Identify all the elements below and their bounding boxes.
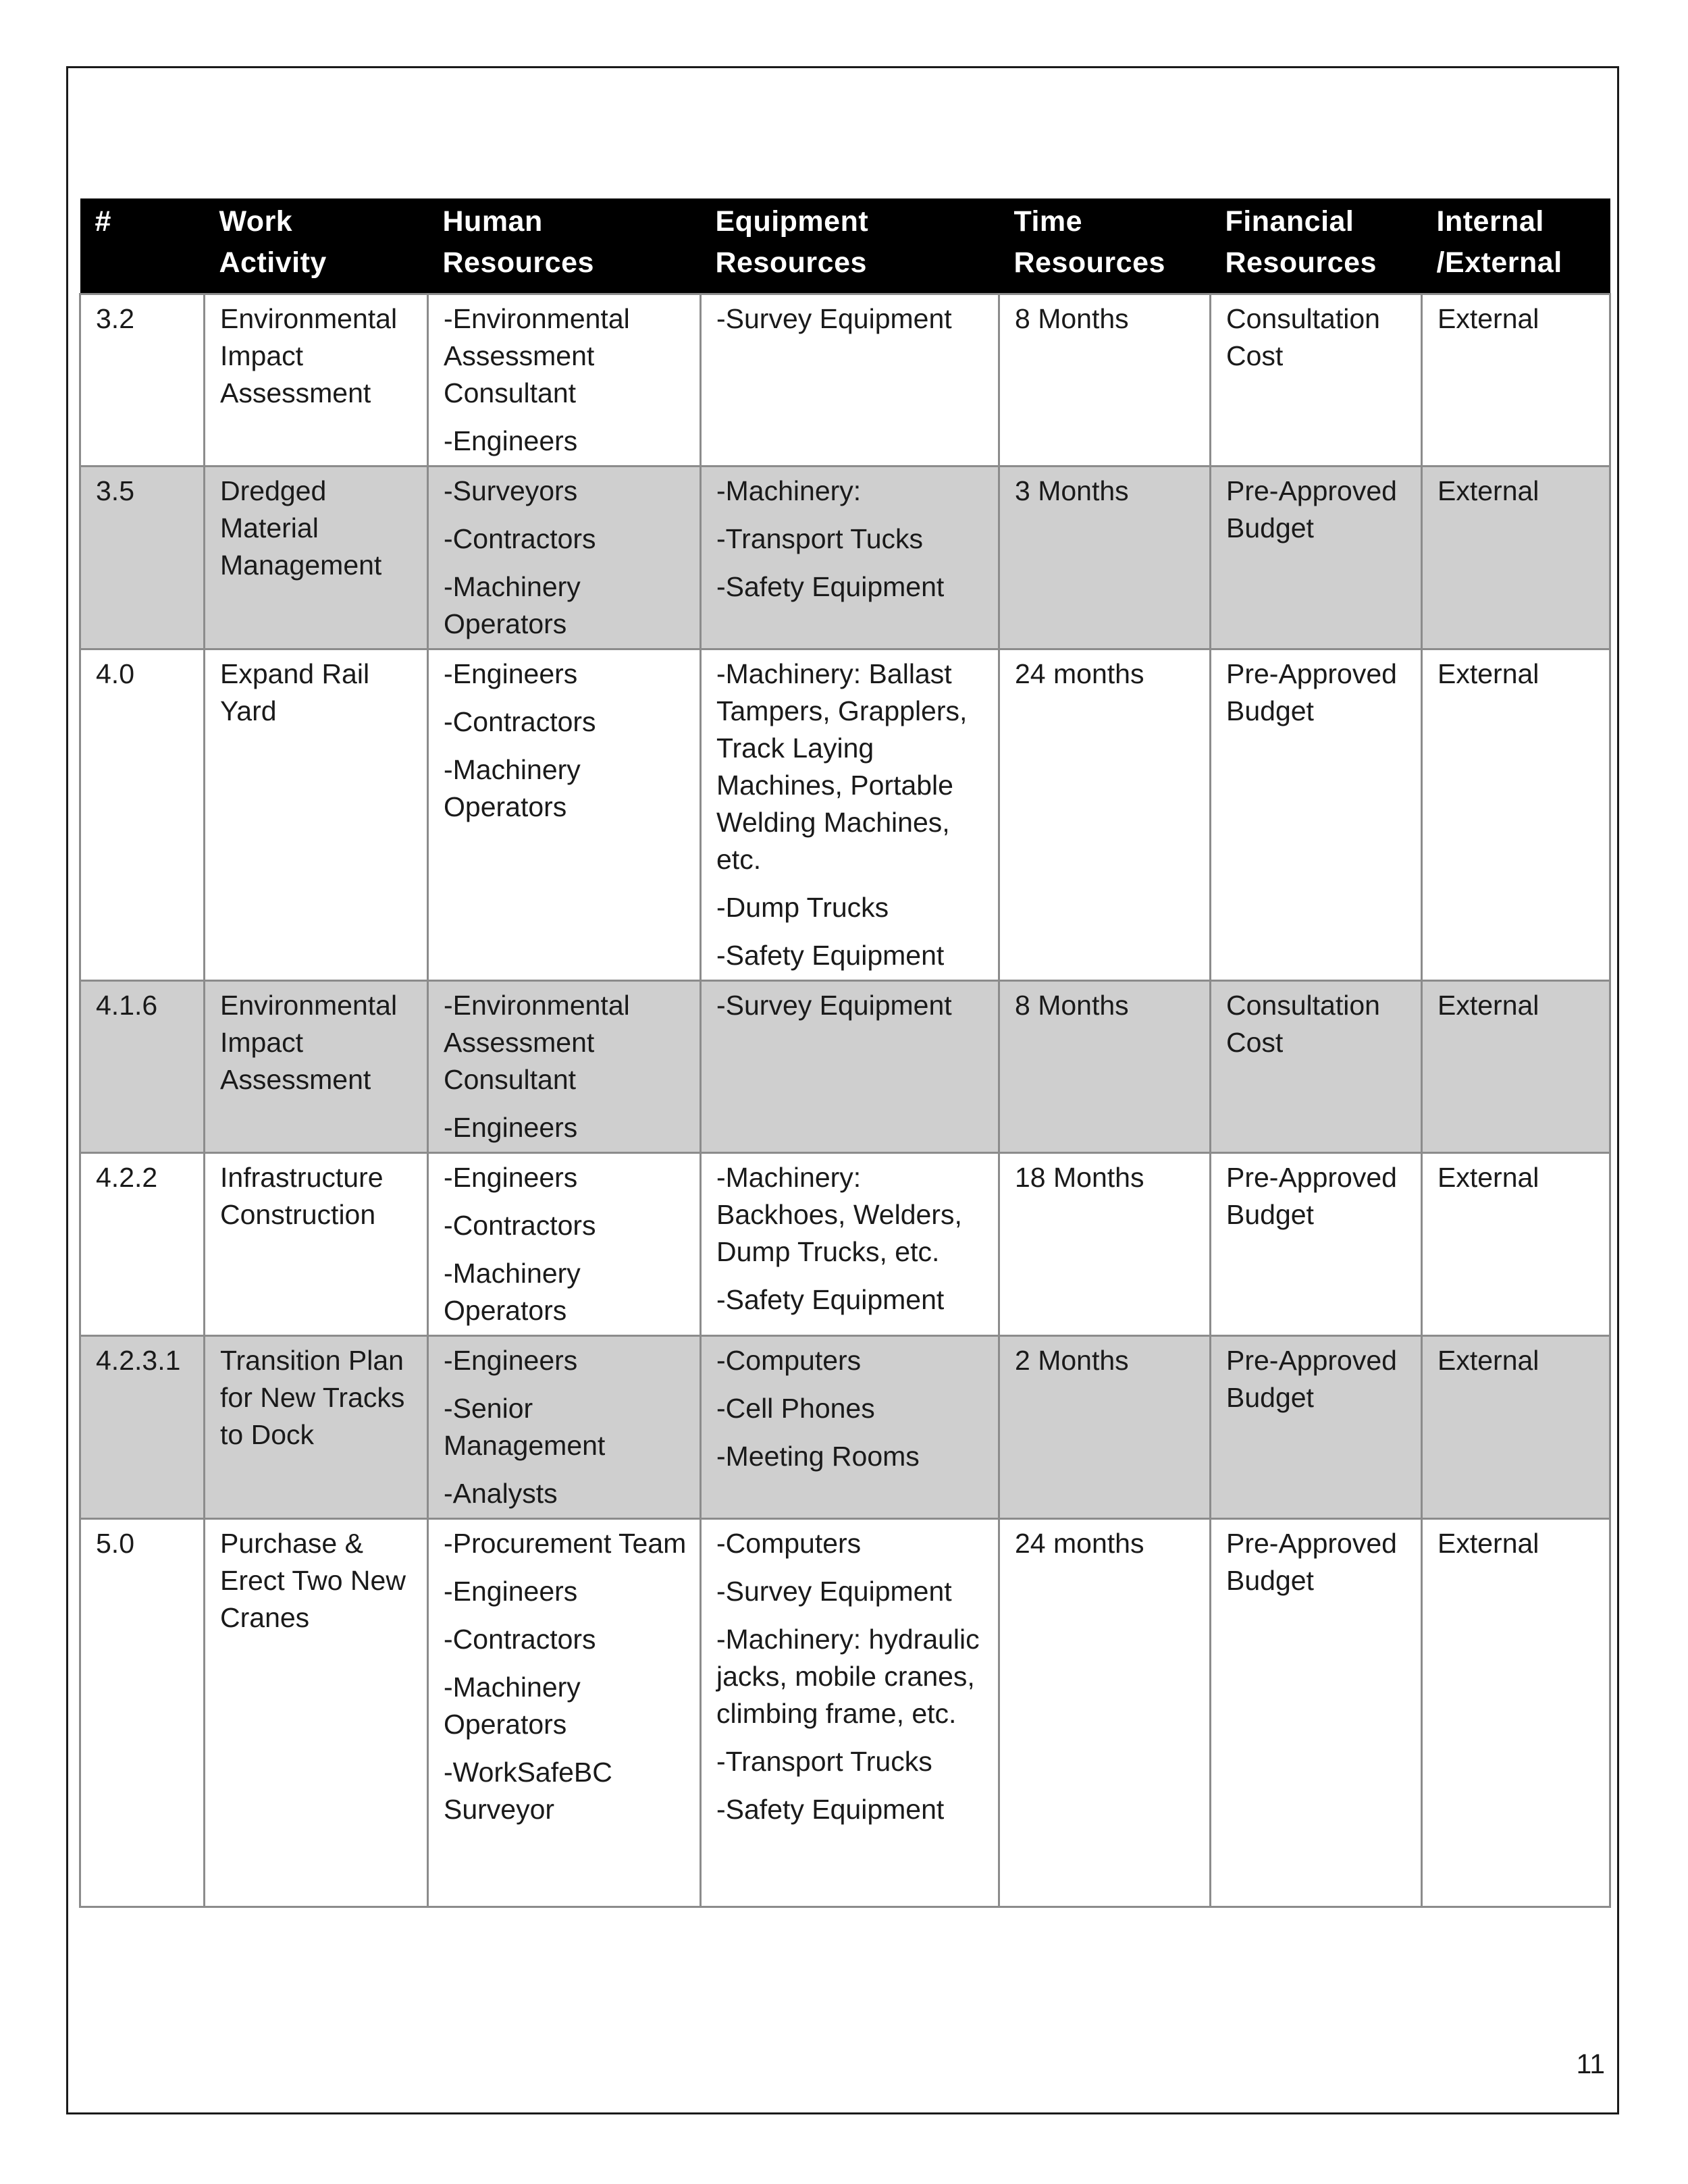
header-line: Human	[442, 205, 543, 238]
header-work-activity	[205, 198, 428, 294]
cell-human-resources	[428, 649, 701, 981]
cell-internal-external: External	[1422, 1336, 1610, 1519]
list-item: -Procurement Team	[444, 1528, 687, 1559]
table-row	[80, 294, 1610, 467]
list-item: -Machinery: Ballast Tampers, Grapplers, Track Laying Machines, Portable Welding Machines, etc.	[716, 658, 968, 875]
table-row	[80, 467, 1610, 649]
list-item: -Environmental Assessment Consultant	[444, 303, 630, 408]
list-item: -Environmental Assessment Consultant	[444, 990, 630, 1095]
cell-work-activity: Transition Plan for New Tracks to Dock	[205, 1336, 428, 1519]
cell-time-resources: 24 months	[999, 649, 1211, 981]
cell-equipment-resources	[701, 1519, 999, 1907]
list-item: -Engineers	[444, 1345, 578, 1376]
cell-internal-external: External	[1422, 1153, 1610, 1336]
cell-work-activity: Infrastructure Construction	[205, 1153, 428, 1336]
table-body	[80, 294, 1610, 1907]
cell-financial-resources: Pre-Approved Budget	[1211, 467, 1422, 649]
list-item: -Machinery Operators	[444, 571, 581, 639]
cell-human-resources	[428, 1519, 701, 1907]
cell-work-activity: Environmental Impact Assessment	[205, 981, 428, 1153]
cell-internal-external: External	[1422, 981, 1610, 1153]
header-line: Equipment	[715, 205, 869, 238]
cell-work-activity: Dredged Material Management	[205, 467, 428, 649]
header-line: Resources	[715, 246, 867, 279]
header-row	[80, 198, 1610, 294]
cell-number: 4.2.3.1	[80, 1336, 205, 1519]
header-line: Resources	[1225, 246, 1377, 279]
list-item: -Safety Equipment	[716, 940, 945, 971]
header-number	[80, 198, 205, 294]
list-item: -Meeting Rooms	[716, 1441, 920, 1472]
cell-number: 3.2	[80, 294, 205, 467]
list-item: -Machinery Operators	[444, 1258, 581, 1326]
cell-internal-external: External	[1422, 294, 1610, 467]
cell-number: 4.2.2	[80, 1153, 205, 1336]
cell-time-resources: 24 months	[999, 1519, 1211, 1907]
list-item: -Survey Equipment	[716, 990, 952, 1021]
cell-internal-external: External	[1422, 467, 1610, 649]
list-item: -Senior Management	[444, 1393, 606, 1461]
list-item: -Engineers	[444, 658, 578, 689]
header-financial-resources	[1211, 198, 1422, 294]
list-item: -Contractors	[444, 706, 596, 737]
cell-work-activity: Expand Rail Yard	[205, 649, 428, 981]
cell-time-resources: 3 Months	[999, 467, 1211, 649]
header-line: Resources	[442, 246, 594, 279]
table-row	[80, 1336, 1610, 1519]
list-item: -Machinery Operators	[444, 1672, 581, 1740]
list-item: -Transport Trucks	[716, 1746, 932, 1777]
header-line: Resources	[1013, 246, 1165, 279]
header-line: #	[95, 205, 111, 238]
table-row	[80, 1153, 1610, 1336]
list-item: -Computers	[716, 1528, 862, 1559]
header-line: Activity	[219, 246, 327, 279]
cell-internal-external: External	[1422, 1519, 1610, 1907]
list-item: -Engineers	[444, 1162, 578, 1193]
list-item: -WorkSafeBC Surveyor	[444, 1757, 612, 1825]
cell-time-resources: 8 Months	[999, 981, 1211, 1153]
list-item: -Machinery: hydraulic jacks, mobile cranes, climbing frame, etc.	[716, 1624, 980, 1729]
cell-financial-resources: Pre-Approved Budget	[1211, 649, 1422, 981]
cell-human-resources	[428, 1336, 701, 1519]
header-line: /External	[1436, 246, 1562, 279]
cell-human-resources	[428, 294, 701, 467]
cell-number: 4.0	[80, 649, 205, 981]
cell-equipment-resources	[701, 1153, 999, 1336]
cell-human-resources	[428, 1153, 701, 1336]
header-line: Internal	[1436, 205, 1544, 238]
list-item: -Cell Phones	[716, 1393, 875, 1424]
cell-equipment-resources	[701, 1336, 999, 1519]
table-row	[80, 1519, 1610, 1907]
list-item: -Engineers	[444, 425, 578, 456]
cell-number: 5.0	[80, 1519, 205, 1907]
header-human-resources	[428, 198, 701, 294]
header-line: Financial	[1225, 205, 1354, 238]
table-row	[80, 981, 1610, 1153]
header-line: Time	[1013, 205, 1083, 238]
header-line: Work	[219, 205, 293, 238]
list-item: -Analysts	[444, 1478, 558, 1509]
cell-financial-resources: Pre-Approved Budget	[1211, 1336, 1422, 1519]
cell-equipment-resources	[701, 467, 999, 649]
list-item: -Dump Trucks	[716, 892, 889, 923]
header-equipment-resources	[701, 198, 999, 294]
header-time-resources	[999, 198, 1211, 294]
page-number: 11	[1576, 2048, 1605, 2079]
resource-table	[79, 198, 1611, 1908]
cell-time-resources: 18 Months	[999, 1153, 1211, 1336]
cell-equipment-resources	[701, 981, 999, 1153]
list-item: -Surveyors	[444, 475, 578, 506]
list-item: -Transport Tucks	[716, 523, 924, 554]
list-item: -Survey Equipment	[716, 1576, 952, 1607]
list-item: -Safety Equipment	[716, 1284, 945, 1315]
cell-work-activity: Purchase & Erect Two New Cranes	[205, 1519, 428, 1907]
list-item: -Machinery: Backhoes, Welders, Dump Trucks, etc.	[716, 1162, 962, 1267]
table-header	[80, 198, 1610, 294]
table-row	[80, 649, 1610, 981]
cell-human-resources	[428, 467, 701, 649]
list-item: -Computers	[716, 1345, 862, 1376]
list-item: -Machinery:	[716, 475, 862, 506]
cell-number: 3.5	[80, 467, 205, 649]
cell-time-resources: 8 Months	[999, 294, 1211, 467]
cell-financial-resources: Pre-Approved Budget	[1211, 1519, 1422, 1907]
cell-equipment-resources	[701, 294, 999, 467]
cell-financial-resources: Consultation Cost	[1211, 981, 1422, 1153]
list-item: -Contractors	[444, 523, 596, 554]
list-item: -Engineers	[444, 1576, 578, 1607]
cell-human-resources	[428, 981, 701, 1153]
list-item: -Contractors	[444, 1624, 596, 1655]
cell-time-resources: 2 Months	[999, 1336, 1211, 1519]
cell-number: 4.1.6	[80, 981, 205, 1153]
list-item: -Survey Equipment	[716, 303, 952, 334]
list-item: -Safety Equipment	[716, 1794, 945, 1825]
list-item: -Safety Equipment	[716, 571, 945, 602]
cell-financial-resources: Pre-Approved Budget	[1211, 1153, 1422, 1336]
cell-equipment-resources	[701, 649, 999, 981]
header-internal-external	[1422, 198, 1610, 294]
list-item: -Engineers	[444, 1112, 578, 1143]
cell-internal-external: External	[1422, 649, 1610, 981]
cell-work-activity: Environmental Impact Assessment	[205, 294, 428, 467]
list-item: -Contractors	[444, 1210, 596, 1241]
cell-financial-resources: Consultation Cost	[1211, 294, 1422, 467]
list-item: -Machinery Operators	[444, 754, 581, 822]
